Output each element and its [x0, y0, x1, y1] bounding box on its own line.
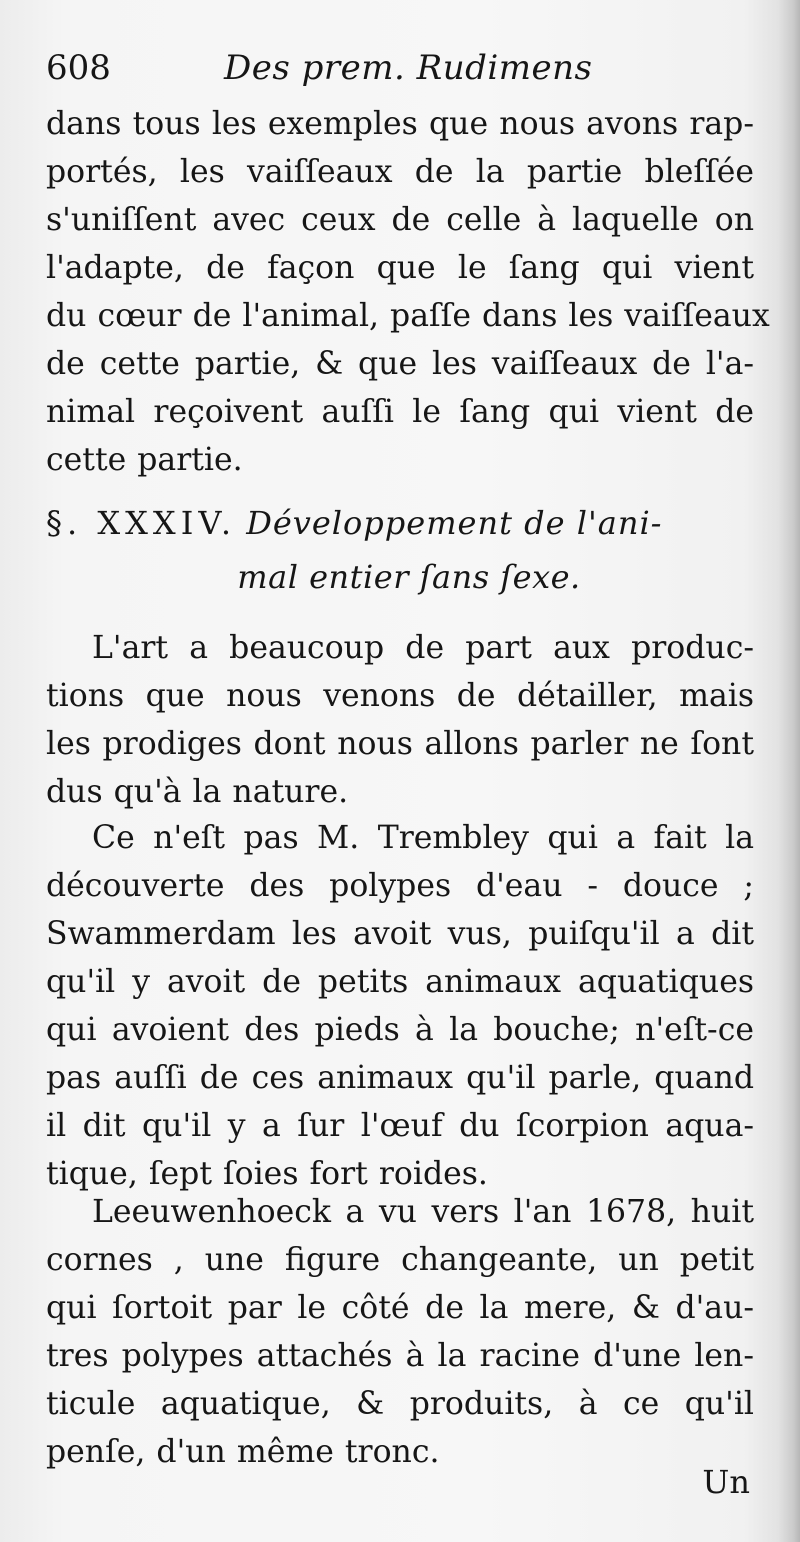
- text-line: du cœur de l'animal, paſſe dans les vaiſſeaux: [46, 298, 770, 334]
- text-line: qu'il y avoit de petits animaux aquatiques: [46, 964, 754, 1000]
- text-line: s'uniſſent avec ceux de celle à laquelle on: [46, 202, 754, 238]
- text-line: portés, les vaiſſeaux de la partie bleſſée: [46, 154, 754, 190]
- section-number: §. XXXIV.: [46, 504, 237, 542]
- text-line: cornes , une figure changeante, un petit: [46, 1242, 754, 1278]
- text-line: Leeuwenhoeck a vu vers l'an 1678, huit: [92, 1194, 754, 1230]
- text-line: dans tous les exemples que nous avons rap-: [46, 106, 754, 142]
- section-heading-line-1: [46, 496, 754, 550]
- text-line: dus qu'à la nature.: [46, 774, 349, 810]
- text-line: tique, ſept ſoies fort roides.: [46, 1156, 488, 1192]
- text-line: qui ſortoit par le côté de la mere, & d'au-: [46, 1290, 754, 1326]
- text-line: les prodiges dont nous allons parler ne ſont: [46, 726, 754, 762]
- catchword: Un: [702, 1463, 750, 1501]
- text-line: cette partie.: [46, 442, 243, 478]
- running-title: Des prem. Rudimens: [224, 48, 593, 88]
- text-line: tions que nous venons de détailler, mais: [46, 678, 754, 714]
- text-line: il dit qu'il y a ſur l'œuf du ſcorpion aqua-: [46, 1108, 754, 1144]
- section-heading: [46, 496, 754, 604]
- section-title: Développement de l'ani-: [246, 504, 663, 542]
- text-line: penſe, d'un même tronc.: [46, 1434, 440, 1470]
- paragraph-continuation: [46, 100, 770, 484]
- page-number: 608: [46, 48, 111, 88]
- text-line: de cette partie, & que les vaiſſeaux de l'a-: [46, 346, 754, 382]
- paragraph-leeuwenhoeck: [46, 1188, 754, 1476]
- text-line: l'adapte, de façon que le ſang qui vient: [46, 250, 754, 286]
- text-line: nimal reçoivent auſſi le ſang qui vient de: [46, 394, 754, 430]
- text-line: Ce n'eſt pas M. Trembley qui a fait la: [92, 820, 754, 856]
- text-line: qui avoient des pieds à la bouche; n'eſt-ce: [46, 1012, 754, 1048]
- text-line: Swammerdam les avoit vus, puiſqu'il a dit: [46, 916, 754, 952]
- paragraph-trembley: [46, 814, 754, 1198]
- text-line: ticule aquatique, & produits, à ce qu'il: [46, 1386, 754, 1422]
- text-line: pas auſſi de ces animaux qu'il parle, quand: [46, 1060, 754, 1096]
- text-line: découverte des polypes d'eau - douce ;: [46, 868, 754, 904]
- paragraph-art-production: [46, 624, 754, 816]
- text-line: L'art a beaucoup de part aux produc-: [92, 630, 754, 666]
- text-line: tres polypes attachés à la racine d'une len-: [46, 1338, 754, 1374]
- running-head: [46, 42, 756, 94]
- section-title-continuation: mal entier ſans ſexe.: [237, 558, 581, 596]
- page-edge-shadow: [778, 0, 800, 1542]
